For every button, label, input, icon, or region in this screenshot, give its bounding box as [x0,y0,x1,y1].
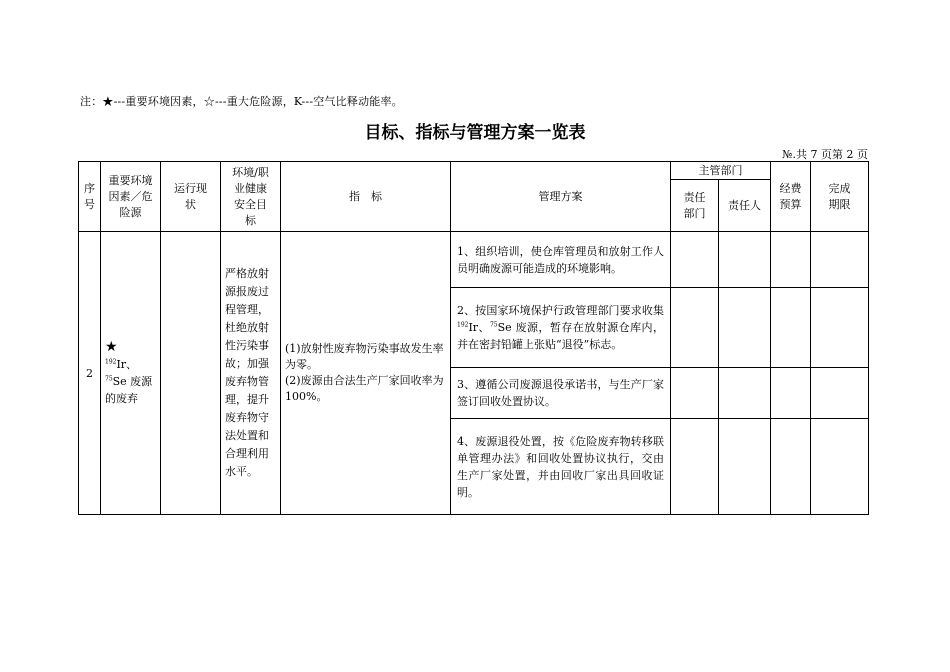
cell-budget-4 [771,419,811,515]
plan-item-3: 3、遵循公司废源退役承诺书，与生产厂家签订回收处置协议。 [451,368,671,419]
cell-person-4 [719,419,771,515]
cell-seq: 2 [79,232,101,515]
page-title: 目标、指标与管理方案一览表 [364,123,586,143]
page-number: №.共 7 页第 2 页 [782,148,868,161]
header-index: 指 标 [281,162,451,232]
cell-index: (1)放射性废弃物污染事故发生率为零。 (2)废源由合法生产厂家回收率为100%。 [281,232,451,515]
cell-budget-2 [771,288,811,368]
cell-deadline-3 [811,368,869,419]
legend-note: 注：★---重要环境因素，☆---重大危险源，K---空气比释动能率。 [80,95,403,108]
header-plan: 管理方案 [451,162,671,232]
cell-dept-2 [671,288,719,368]
cell-factor: ★ $^{192}$Ir、$^{75}$Se 废源的废弃 [101,232,161,515]
cell-budget-1 [771,232,811,288]
header-person: 责任人 [719,180,771,232]
cell-deadline-2 [811,288,869,368]
cell-deadline-4 [811,419,869,515]
header-seq: 序号 [79,162,101,232]
plan-item-1: 1、组织培训，使仓库管理员和放射工作人员明确废源可能造成的环境影响。 [451,232,671,288]
cell-deadline-1 [811,232,869,288]
plan-item-4: 4、废源退役处置，按《危险废弃物转移联单管理办法》和回收处置协议执行，交由生产厂家处置，并由回收厂家出具回收证明。 [451,419,671,515]
cell-budget-3 [771,368,811,419]
header-deadline: 完成期限 [811,162,869,232]
star-icon: ★ [105,339,118,355]
header-dept: 责任部门 [671,180,719,232]
plan-item-2: 2、按国家环境保护行政管理部门要求收集$^{192}$Ir、$^{75}$Se 废源，暂存在放射源仓库内，并在密封铅罐上张贴“退役”标志。 [451,288,671,368]
header-factor: 重要环境因素／危险源 [101,162,161,232]
cell-goal: 严格放射源报废过程管理，杜绝放射性污染事故；加强废弃物管理，提升废弃物守法处置和合理利用水平。 [221,232,281,515]
cell-person-3 [719,368,771,419]
cell-dept-4 [671,419,719,515]
header-goal: 环境/职业健康安全目标 [221,162,281,232]
header-dept-group: 主管部门 [671,162,771,180]
header-budget: 经费预算 [771,162,811,232]
cell-person-2 [719,288,771,368]
header-status: 运行现状 [161,162,221,232]
cell-dept-1 [671,232,719,288]
cell-person-1 [719,232,771,288]
cell-dept-3 [671,368,719,419]
management-plan-table [78,161,869,515]
cell-status [161,232,221,515]
